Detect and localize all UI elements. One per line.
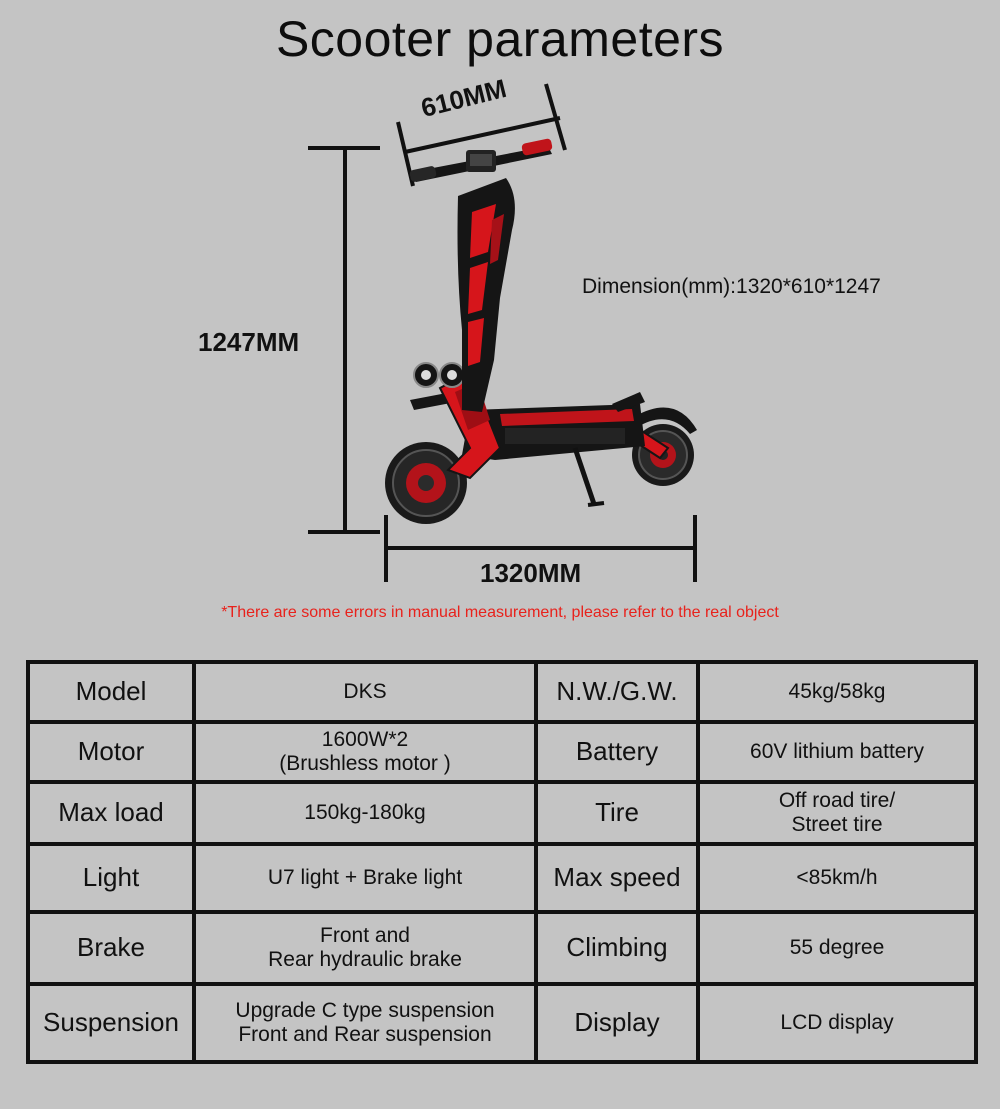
scooter-illustration (385, 138, 697, 524)
spec-label: Brake (28, 912, 194, 984)
spec-value-line: LCD display (780, 1011, 894, 1035)
spec-value (194, 662, 536, 722)
length-label: 1320MM (480, 558, 582, 588)
spec-value (194, 844, 536, 912)
spec-label: Battery (536, 722, 698, 782)
spec-value-line: DKS (343, 680, 387, 704)
spec-value (698, 912, 976, 984)
spec-label: Climbing (536, 912, 698, 984)
spec-row (28, 722, 976, 782)
spec-value-line: (Brushless motor ) (279, 752, 451, 775)
spec-value (698, 984, 976, 1062)
spec-value (698, 844, 976, 912)
spec-row (28, 782, 976, 844)
spec-table-body (28, 662, 976, 1062)
height-label: 1247MM (198, 327, 300, 357)
spec-label: Max speed (536, 844, 698, 912)
front-lights (414, 363, 464, 387)
spec-row (28, 912, 976, 984)
spec-label: Model (28, 662, 194, 722)
spec-value-line: 1600W*2 (321, 728, 409, 752)
spec-value (194, 984, 536, 1062)
spec-value-line: 60V lithium battery (750, 740, 924, 764)
spec-value (698, 722, 976, 782)
spec-value-line: Front and Rear suspension (238, 1023, 492, 1046)
spec-value (194, 722, 536, 782)
spec-value (194, 912, 536, 984)
spec-label: Max load (28, 782, 194, 844)
spec-value (698, 662, 976, 722)
spec-value-line: Off road tire/ (778, 789, 896, 813)
height-dimension-line (308, 148, 380, 532)
spec-row (28, 662, 976, 722)
handlebar-width-label: 610MM (418, 73, 510, 124)
spec-label: Suspension (28, 984, 194, 1062)
dimension-note: Dimension(mm):1320*610*1247 (582, 275, 881, 298)
spec-value-line: 45kg/58kg (788, 680, 886, 704)
page-title: Scooter parameters (275, 11, 725, 67)
spec-label: Tire (536, 782, 698, 844)
spec-value-line: <85km/h (796, 866, 878, 890)
front-wheel (385, 442, 467, 524)
spec-label: Display (536, 984, 698, 1062)
spec-value (194, 782, 536, 844)
spec-row (28, 844, 976, 912)
spec-value-line: Rear hydraulic brake (268, 948, 462, 971)
spec-value-line: Upgrade C type suspension (235, 999, 495, 1023)
measurement-disclaimer: *There are some errors in manual measurement, please refer to the real object (221, 604, 779, 621)
spec-label: N.W./G.W. (536, 662, 698, 722)
spec-table (26, 660, 978, 1064)
spec-label: Motor (28, 722, 194, 782)
spec-value-line: Street tire (791, 813, 883, 836)
spec-row (28, 984, 976, 1062)
spec-value-line: 150kg-180kg (304, 801, 426, 825)
spec-value-line: U7 light + Brake light (267, 866, 463, 890)
spec-value-line: Front and (320, 924, 410, 948)
spec-label: Light (28, 844, 194, 912)
spec-value-line: 55 degree (789, 936, 885, 960)
spec-value (698, 782, 976, 844)
